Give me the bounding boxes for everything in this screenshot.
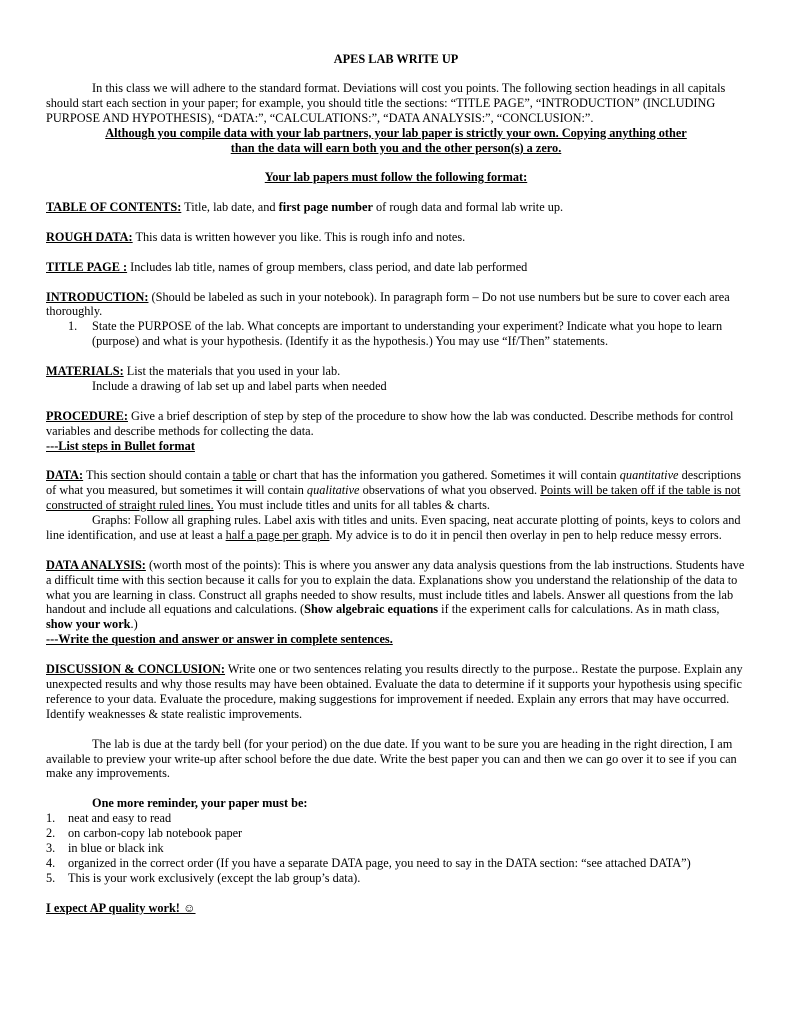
qualitative-word: qualitative [306, 483, 360, 498]
section-table-of-contents [46, 200, 746, 215]
show-equations: Show algebraic equations [304, 602, 439, 617]
quantitative-word: quantitative [619, 468, 679, 483]
section-title-page [46, 260, 746, 275]
section-text: This section should contain a [83, 468, 233, 483]
section-text: . My advice is to do it in pencil then overlay in pen to help reduce messy errors. [329, 527, 722, 542]
list-number: 2. [46, 826, 56, 841]
graphs-paragraph [46, 513, 746, 543]
list-item [46, 840, 746, 856]
closing-line: I expect AP quality work! ☺ [46, 900, 196, 915]
section-heading: PROCEDURE: [46, 408, 128, 423]
section-procedure [46, 409, 746, 439]
section-text: Includes lab title, names of group members, class period, and date lab performed [127, 259, 528, 274]
document-page [46, 52, 746, 915]
list-item [46, 826, 746, 841]
page-title: APES LAB WRITE UP [333, 52, 459, 66]
introduction-list [46, 319, 746, 349]
section-text: This data is written however you like. This is rough info and notes. [132, 229, 466, 244]
reminder-list [46, 811, 746, 886]
section-text: descriptions of what you measured, but sometimes it will contain [46, 468, 742, 498]
list-item [46, 870, 746, 886]
half-page-note: half a page per graph [225, 527, 330, 542]
section-text: Graphs: Follow all graphing rules. Label axis with titles and units. Even spacing, neat accurate plotting of points, keys to colors and line identification, and use at least a [46, 513, 741, 542]
section-text-bold: first page number [278, 200, 373, 215]
table-word: table [232, 468, 257, 483]
section-heading: ROUGH DATA: [46, 229, 133, 244]
complete-sentences-note: ---Write the question and answer or answer in complete sentences. [46, 632, 393, 647]
section-heading: MATERIALS: [46, 364, 124, 379]
show-work: show your work [46, 617, 131, 632]
section-heading: TITLE PAGE : [46, 259, 128, 274]
list-number: 1. [46, 811, 56, 826]
section-text: or chart that has the information you gathered. Sometimes it will contain [256, 468, 620, 483]
section-text: .) [130, 617, 138, 632]
section-introduction [46, 290, 746, 320]
list-item-text: State the PURPOSE of the lab. What concepts are important to understanding your experiment? Indicate what you hope to learn (purpose) and what is your hypothesis. (Identify it as the hypothesis.) You may use “If/Then” statements. [92, 319, 723, 349]
section-heading: DATA: [46, 468, 84, 483]
section-data-analysis [46, 558, 746, 633]
section-text: List the materials that you used in your lab. [123, 364, 341, 379]
section-text: Title, lab date, and [181, 200, 279, 215]
list-item-text: This is your work exclusively (except the lab group’s data). [68, 870, 361, 885]
list-item-text: organized in the correct order (If you have a separate DATA page, you need to say in the DATA section: “see attached DATA”) [68, 855, 691, 870]
intro-paragraph: In this class we will adhere to the standard format. Deviations will cost you points. The following section headings in all capitals should start each section in your paper; for example, you should title the sections: “TITLE PAGE”, “INTRODUCTION” (INCLUDING PURPOSE AND HYPOTHESIS), “DATA:”, “CALCULATIONS:”, “DATA ANALYSIS:”, “CONCLUSION:”. [46, 80, 726, 125]
section-heading: INTRODUCTION: [46, 289, 149, 304]
ruled-lines-warning: Points will be taken off if the table is not constructed of straight ruled lines. [46, 483, 741, 513]
due-date-paragraph: The lab is due at the tardy bell (for your period) on the due date. If you want to be sure you are heading in the right direction, I am available to preview your write-up after school before the due date. Write the best paper you can and then we can go over it to see if you can make any improvements. [46, 736, 737, 781]
section-text: (Should be labeled as such in your notebook). In paragraph form – Do not use numbers but be sure to cover each area thoroughly. [46, 289, 730, 319]
list-number: 1. [68, 319, 78, 334]
list-item-text: in blue or black ink [68, 840, 164, 855]
section-text: of rough data and formal lab write up. [372, 200, 564, 215]
reminder-heading: One more reminder, your paper must be: [92, 796, 308, 811]
list-item [46, 811, 746, 826]
format-heading: Your lab papers must follow the following format: [264, 170, 528, 185]
materials-drawing-note: Include a drawing of lab set up and label parts when needed [92, 378, 387, 393]
section-text: observations of what you observed. [359, 483, 541, 498]
copying-warning: Although you compile data with your lab partners, your lab paper is strictly your own. Copying anything other than the data will earn both you and the other person(s) a zero. [105, 125, 687, 155]
section-heading: TABLE OF CONTENTS: [46, 200, 182, 215]
section-materials [46, 364, 746, 379]
section-discussion-conclusion [46, 662, 746, 722]
section-text: if the experiment calls for calculations. As in math class, [438, 602, 720, 617]
list-number: 5. [46, 870, 56, 885]
list-item [68, 319, 746, 349]
list-item [46, 855, 746, 871]
list-item-text: neat and easy to read [68, 811, 172, 826]
list-number: 3. [46, 840, 56, 855]
list-item-text: on carbon-copy lab notebook paper [68, 826, 243, 841]
section-heading: DATA ANALYSIS: [46, 557, 146, 572]
section-text: (worth most of the points): This is where you answer any data analysis questions from the lab instructions. Students have a difficult time with this section because it calls for you to explain the data. Explanations show you understand the relationship of the data to what you are learning in class. Construct all graphs needed to show results, must include titles and labels. Answer all questions from the lab handout and include all equations and calculations. ( [46, 557, 745, 617]
section-text: Write one or two sentences relating you results directly to the purpose.. Restate the purpose. Explain any unexpected results and why those results may have been obtained. Evaluate the data to determine if it supports your hypothesis using specific reference to your data. Evaluate the procedure, making suggestions for improvement if needed. Explain any errors that may have occurred. Identify weaknesses & state realistic improvements. [46, 662, 743, 721]
list-number: 4. [46, 855, 56, 870]
section-heading: DISCUSSION & CONCLUSION: [46, 662, 226, 677]
bullet-format-note: ---List steps in Bullet format [46, 438, 195, 453]
section-rough-data [46, 230, 746, 245]
section-text: Give a brief description of step by step of the procedure to show how the lab was conducted. Describe methods for control variables and describe methods for collecting the data. [46, 408, 734, 438]
section-text: You must include titles and units for all tables & charts. [213, 498, 490, 513]
section-data [46, 468, 746, 513]
